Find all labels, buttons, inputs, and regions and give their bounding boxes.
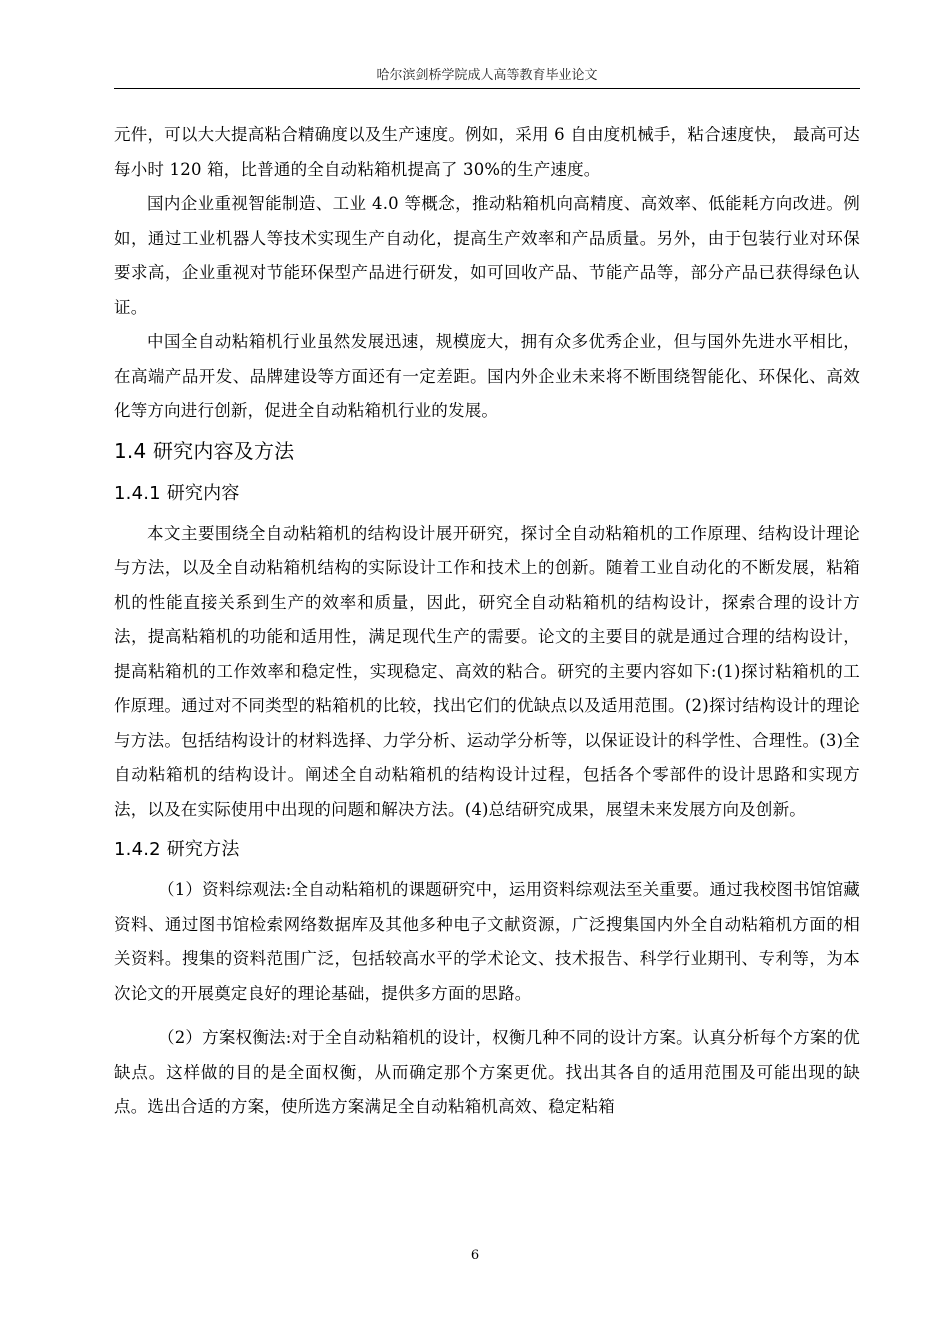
list-item: （1）资料综观法:全自动粘箱机的课题研究中，运用资料综观法至关重要。通过我校图书馆馆藏资料、通过图书馆检索网络数据库及其他多种电子文献资源，广泛搜集国内外全自动粘箱机方面的相关资料。搜集的资料范围广泛，包括较高水平的学术论文、技术报告、科学行业期刊、专利等，为本次论文的开展奠定良好的理论基础，提供多方面的思路。 [114, 880, 860, 1003]
subsection-heading: 1.4.2 研究方法 [114, 839, 240, 860]
paragraph: 中国全自动粘箱机行业虽然发展迅速，规模庞大，拥有众多优秀企业，但与国外先进水平相比，在高端产品开发、品牌建设等方面还有一定差距。国内外企业未来将不断围绕智能化、环保化、高效化等方向进行创新，促进全自动粘箱机行业的发展。 [114, 332, 860, 420]
header-rule [114, 88, 860, 89]
subsection-heading: 1.4.1 研究内容 [114, 482, 240, 504]
page-number: 6 [470, 1248, 480, 1263]
section-heading: 1.4 研究内容及方法 [114, 438, 295, 463]
running-header: 哈尔滨剑桥学院成人高等教育毕业论文 [376, 68, 598, 83]
paragraph: 本文主要围绕全自动粘箱机的结构设计展开研究，探讨全自动粘箱机的工作原理、结构设计理论与方法，以及全自动粘箱机结构的实际设计工作和技术上的创新。随着工业自动化的不断发展，粘箱机的性能直接关系到生产的效率和质量，因此，研究全自动粘箱机的结构设计，探索合理的设计方法，提高粘箱机的功能和适用性，满足现代生产的需要。论文的主要目的就是通过合理的结构设计，提高粘箱机的工作效率和稳定性，实现稳定、高效的粘合。研究的主要内容如下:(1)探讨粘箱机的工作原理。通过对不同类型的粘箱机的比较，找出它们的优缺点以及适用范围。(2)探讨结构设计的理论与方法。包括结构设计的材料选择、力学分析、运动学分析等，以保证设计的科学性、合理性。(3)全自动粘箱机的结构设计。阐述全自动粘箱机的结构设计过程，包括各个零部件的设计思路和实现方法，以及在实际使用中出现的问题和解决方法。(4)总结研究成果，展望未来发展方向及创新。 [114, 523, 860, 819]
paragraph: 元件，可以大大提高粘合精确度以及生产速度。例如，采用 6 自由度机械手，粘合速度快， 最高可达每小时 120 箱，比普通的全自动粘箱机提高了 30%的生产速度。 [114, 125, 860, 179]
paragraph: 国内企业重视智能制造、工业 4.0 等概念，推动粘箱机向高精度、高效率、低能耗方向改进。例如，通过工业机器人等技术实现生产自动化，提高生产效率和产品质量。另外，由于包装行业对环保要求高，企业重视对节能环保型产品进行研发，如可回收产品、节能产品等，部分产品已获得绿色认证。 [114, 194, 860, 317]
body-text [114, 118, 860, 1125]
list-item: （2）方案权衡法:对于全自动粘箱机的设计，权衡几种不同的设计方案。认真分析每个方案的优缺点。这样做的目的是全面权衡，从而确定那个方案更优。找出其各自的适用范围及可能出现的缺点。选出合适的方案，使所选方案满足全自动粘箱机高效、稳定粘箱 [114, 1028, 860, 1116]
